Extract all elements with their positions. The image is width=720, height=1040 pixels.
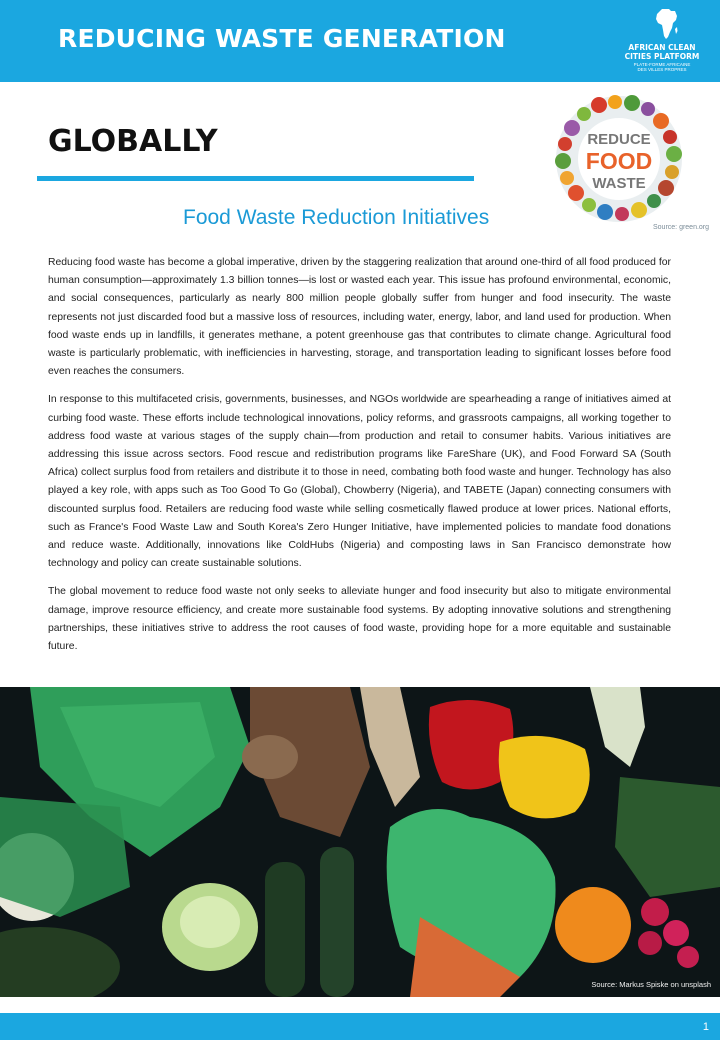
article-body [48,254,671,666]
page-number: 1 [702,1021,709,1033]
paragraph-3: The global movement to reduce food waste not only seeks to alleviate hunger and food insecurity but also to mitigate environmental damage, improve resource efficiency, and create more sustainable food systems. By adopting innovative solutions and strengthening partnerships, these initiatives strive to address the root causes of food waste, providing hope for a more equitable and sustainable future. [48,586,671,653]
logo-name [612,44,712,61]
page-title: GLOBALLY [48,124,218,159]
logo-name-line2: CITIES PLATFORM [624,51,700,61]
badge-source-credit: Source: green.org [653,224,710,231]
vegetables-photo [0,687,720,997]
reduce-food-waste-badge [547,92,691,226]
badge-word-waste: WASTE [592,175,646,192]
section-subheading: Food Waste Reduction Initiatives [183,206,490,229]
logo-sub-line2: DES VILLES PROPRES [637,67,687,72]
vegetables-photo-illustration [0,687,720,997]
paragraph-2: In response to this multifaceted crisis, governments, businesses, and NGOs worldwide are spearheading a range of initiatives aimed at curbing food waste. These efforts include technological innovations, policy reforms, and grassroots campaigns, all working together to address food waste at various stages of the supply chain—from production and retail to consumer habits. Various initiatives are addressing this issue across sectors. Food rescue and redistribution programs like FareShare (UK), and Food Forward SA (South Africa) collect surplus food from retailers and distribute it to those in need, combating both food waste and hunger. Technology has also played a key role, with apps such as Too Good To Go (Global), Chowberry (Nigeria), and TABETE (Japan) connecting consumers with discounted surplus food. Retailers are reducing food waste while selling cosmetically flawed produce at lower prices. National efforts, such as France's Food Waste Law and South Korea's Zero Hunger Initiative, have implemented policies to mandate food donations and reduce waste. Additionally, innovations like ColdHubs (Nigeria) and composting laws in San Francisco demonstrate how technology and policy can create sustainable solutions. [48,394,671,570]
page-footer-bar [0,1013,720,1040]
photo-source-credit: Source: Markus Spiske on unsplash [591,980,711,989]
africa-map-icon [656,8,678,40]
acc-platform-logo [612,8,712,74]
logo-subtitle [612,62,712,72]
page-header-bar [0,0,720,82]
header-title: REDUCING WASTE GENERATION [58,24,506,53]
logo-sub-line1: PLATE-FORME AFRICAINE [633,62,691,67]
logo-name-line1: AFRICAN CLEAN [628,43,696,52]
heading-divider [37,176,474,181]
badge-word-reduce: REDUCE [587,131,651,148]
badge-word-food: FOOD [585,148,653,174]
paragraph-1: Reducing food waste has become a global imperative, driven by the staggering realization that around one-third of all food produced for human consumption—approximately 1.3 billion tonnes—is lost or wasted each year. This issue has profound environmental, economic, and social consequences, particularly as nearly 800 million people globally suffer from hunger and food insecurity. The waste represents not just discarded food but a massive loss of resources, including water, energy, labor, and land used for production. When food waste ends up in landfills, it generates methane, a potent greenhouse gas that contributes to climate change. Agricultural food waste is particularly problematic, with inefficiencies in harvesting, storage, and transportation leading to significant losses before food even reaches the consumers. [48,257,671,378]
